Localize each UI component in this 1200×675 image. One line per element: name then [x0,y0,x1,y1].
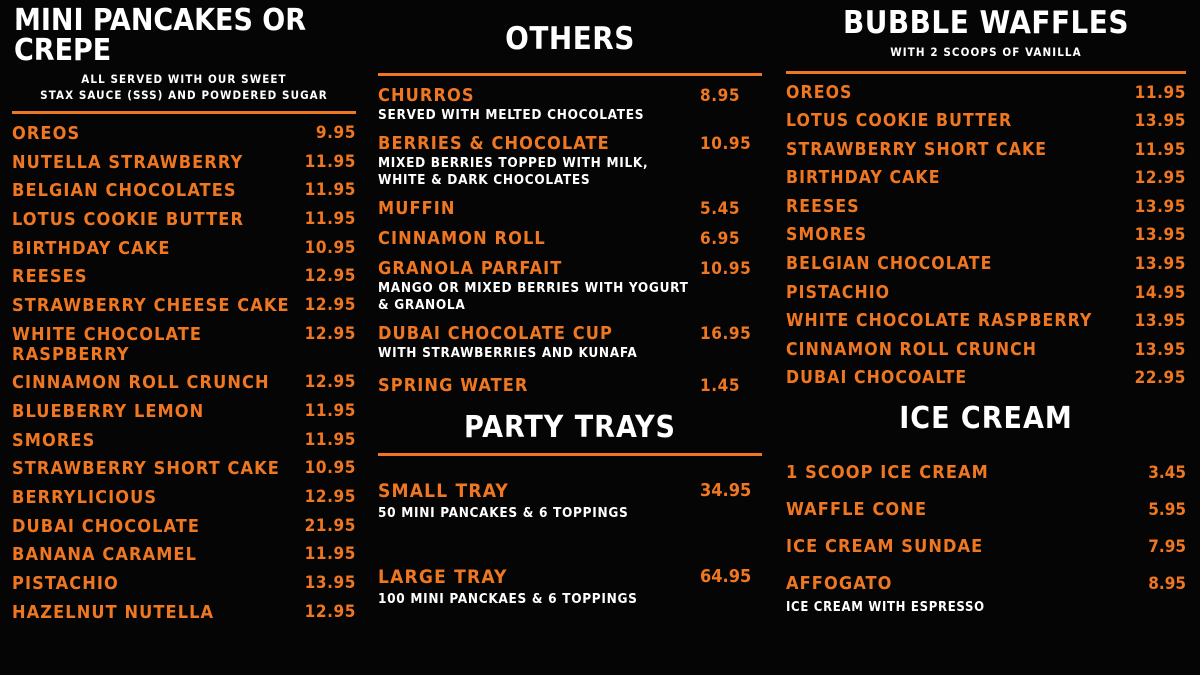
menu-item [378,199,762,219]
item-price: 12.95 [304,294,356,315]
item-price: 11.95 [1134,82,1186,103]
item-name: WAFFLE CONE [786,499,928,521]
item-name: DUBAI CHOCOLATE [12,515,201,537]
item-name: BLUEBERRY LEMON [12,401,205,423]
item-price: 5.95 [1148,500,1186,521]
party-trays-divider [378,453,762,456]
menu-item [12,239,356,259]
item-price: 11.95 [304,151,356,172]
item-name: PISTACHIO [12,573,119,595]
item-price: 11.95 [304,180,356,201]
party-tray-item [378,566,762,607]
item-name: DUBAI CHOCOLATE CUP [378,323,613,345]
item-name: BELGIAN CHOCOLATE [786,254,993,275]
menu-item [378,376,762,396]
item-name: CINNAMON ROLL [378,228,546,250]
menu-item [12,574,356,594]
item-price: 10.95 [304,237,356,258]
tray-name: LARGE TRAY [378,566,508,589]
left-subtitle-line-2: STAX SAUCE (SSS) AND POWDERED SUGAR [40,87,328,102]
tray-name: SMALL TRAY [378,480,509,503]
item-name: SPRING WATER [378,375,529,397]
item-price: 1.45 [700,376,741,397]
mid-item-list [378,86,762,396]
item-name: BIRTHDAY CAKE [786,168,941,189]
item-name: BANANA CARAMEL [12,544,198,566]
item-name: REESES [12,266,88,288]
item-description: ICE CREAM WITH ESPRESSO [786,600,985,616]
item-description: MIXED BERRIES TOPPED WITH MILK, WHITE & DARK CHOCOLATES [378,155,649,189]
menu-item [786,284,1186,304]
item-name: SMORES [786,225,868,246]
menu-item [378,324,762,362]
item-name: LOTUS COOKIE BUTTER [12,209,245,230]
ice-cream-item [786,573,1186,594]
menu-item [378,134,762,189]
menu-item [12,459,356,479]
item-price: 9.95 [315,123,356,144]
menu-item [12,325,356,365]
item-name: OREOS [786,82,853,103]
item-price: 7.95 [1148,537,1186,558]
item-price: 13.95 [1134,311,1186,332]
right-divider [786,71,1186,74]
item-name: DUBAI CHOCOALTE [786,368,968,389]
item-name: 1 SCOOP ICE CREAM [786,462,989,484]
ice-cream-item [786,462,1186,483]
menu-item [12,267,356,287]
item-name: BELGIAN CHOCOLATES [12,180,237,202]
item-name: AFFOGATO [786,573,893,595]
left-section-subtitle [12,72,356,103]
item-price: 8.95 [700,86,741,106]
menu-item [12,603,356,623]
left-item-list [12,124,356,623]
item-description: SERVED WITH MELTED CHOCOLATES [378,107,645,124]
item-description: MANGO OR MIXED BERRIES WITH YOGURT & GRANOLA [378,280,689,314]
item-price: 12.95 [304,266,356,287]
item-price: 3.45 [1148,463,1186,484]
item-name: CINNAMON ROLL CRUNCH [786,339,1038,360]
menu-item [786,198,1186,218]
ice-cream-item [786,536,1186,557]
item-name: BIRTHDAY CAKE [12,237,171,259]
item-description: WITH STRAWBERRIES AND KUNAFA [378,345,638,362]
right-section-subtitle: WITH 2 SCOOPS OF VANILLA [890,45,1082,59]
right-item-list [786,84,1186,390]
item-name: REESES [786,196,860,217]
mid-divider [378,73,762,76]
left-divider [12,111,356,114]
item-price: 10.95 [700,134,752,155]
mid-section-title: OTHERS [505,21,635,57]
item-name: SMORES [12,429,96,451]
menu-item [786,369,1186,389]
item-price: 13.95 [1134,225,1186,246]
menu-item [12,488,356,508]
item-name: WHITE CHOCOLATE RASPBERRY [12,323,203,365]
item-price: 11.95 [304,209,356,229]
menu-item [12,296,356,316]
item-price: 21.95 [304,515,356,536]
party-trays-title: PARTY TRAYS [464,410,676,446]
item-price: 13.95 [1134,111,1186,132]
item-price: 13.95 [1134,339,1186,360]
item-name: STRAWBERRY SHORT CAKE [786,139,1048,160]
item-price: 6.95 [700,229,741,250]
left-subtitle-line-1: ALL SERVED WITH OUR SWEET [81,72,287,86]
menu-item [786,341,1186,361]
menu-item [786,255,1186,275]
menu-item [12,181,356,201]
menu-item [786,312,1186,332]
item-name: MUFFIN [378,197,456,219]
menu-item [786,112,1186,132]
item-name: STRAWBERRY SHORT CAKE [12,458,280,480]
item-price: 12.95 [304,601,356,622]
menu-item [786,84,1186,104]
item-name: PISTACHIO [786,282,891,303]
menu-item [378,86,762,124]
menu-item [786,169,1186,189]
item-price: 16.95 [700,324,752,345]
item-price: 13.95 [304,573,356,594]
tray-description: 50 MINI PANCAKES & 6 TOPPINGS [378,505,629,522]
item-name: LOTUS COOKIE BUTTER [786,111,1013,132]
left-section-title: MINI PANCAKES OR CREPE [14,3,307,68]
menu-item [12,210,356,230]
item-price: 12.95 [304,372,356,393]
item-name: OREOS [12,123,81,145]
item-name: BERRYLICIOUS [12,487,158,509]
item-price: 13.95 [1134,254,1186,275]
item-name: ICE CREAM SUNDAE [786,536,984,558]
party-tray-item [378,480,762,521]
right-section-title: BUBBLE WAFFLES [843,5,1129,41]
menu-item [12,545,356,565]
menu-item [12,517,356,537]
item-name: WHITE CHOCOLATE RASPBERRY [786,311,1093,332]
item-price: 12.95 [304,323,356,344]
item-name: NUTELLA STRAWBERRY [12,151,244,173]
menu-item [12,124,356,144]
item-price: 22.95 [1134,368,1186,389]
item-price: 11.95 [304,544,356,565]
menu-item [12,402,356,422]
item-name: GRANOLA PARFAIT [378,258,563,280]
tray-price: 34.95 [700,480,752,502]
item-name: HAZELNUT NUTELLA [12,601,215,623]
item-price: 11.95 [1134,139,1186,160]
column-mini-pancakes [0,0,368,675]
menu-item [786,141,1186,161]
menu-item [12,153,356,173]
item-name: CHURROS [378,85,475,106]
item-price: 10.95 [304,458,356,479]
ice-cream-title: ICE CREAM [899,401,1073,437]
item-price: 13.95 [1134,196,1186,217]
ice-cream-item [786,499,1186,520]
column-others [368,0,772,675]
item-price: 10.95 [700,259,752,280]
item-name: CINNAMON ROLL CRUNCH [12,372,270,394]
item-price: 11.95 [304,401,356,422]
item-price: 12.95 [1134,168,1186,189]
item-name: STRAWBERRY CHEESE CAKE [12,294,290,316]
column-bubble-waffles [772,0,1200,675]
item-price: 8.95 [1148,574,1186,595]
item-name: BERRIES & CHOCOLATE [378,133,610,155]
menu-item [786,226,1186,246]
item-price: 5.45 [700,198,741,219]
tray-description: 100 MINI PANCKAES & 6 TOPPINGS [378,591,638,608]
menu-item [378,229,762,249]
menu-item [378,259,762,314]
menu-item [12,373,356,393]
item-price: 14.95 [1134,282,1186,303]
menu-item [12,431,356,451]
item-price: 11.95 [304,429,356,450]
item-price: 12.95 [304,487,356,508]
tray-price: 64.95 [700,566,752,588]
